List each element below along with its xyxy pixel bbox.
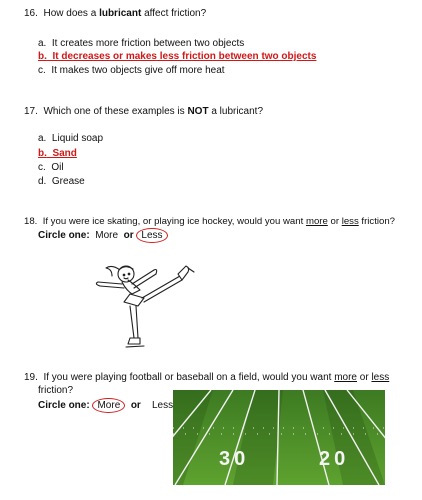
field-number-left: 30 <box>219 448 250 470</box>
q18-question: 18. If you were ice skating, or playing ice hockey, would you want more or less friction? <box>24 216 396 227</box>
q17-question: 17. Which one of these examples is NOT a lubricant? <box>24 106 264 117</box>
football-field-image <box>173 390 385 485</box>
q16-option-a: a. It creates more friction between two objects <box>38 38 245 49</box>
q19-number: 19. <box>24 372 38 383</box>
q17-option-d: d. Grease <box>38 176 85 187</box>
ice-skater-illustration <box>88 250 208 360</box>
field-number-right: 20 <box>319 448 350 470</box>
q18-circle-one: Circle one: More or Less <box>38 230 168 241</box>
q19-question-line2: friction? <box>38 385 74 396</box>
q19-answer-more-circled: More <box>92 398 125 413</box>
q17-option-a: a. Liquid soap <box>38 133 104 144</box>
q16-question: 16. How does a lubricant affect friction? <box>24 8 207 19</box>
q18-answer-less-circled: Less <box>136 228 167 243</box>
q19-circle-one: Circle one: More or Less <box>38 400 174 411</box>
q17-option-b-answer: b. Sand <box>38 148 77 159</box>
q17-number: 17. <box>24 106 38 117</box>
q16-option-b-answer: b. It decreases or makes less friction between two objects <box>38 51 317 62</box>
q18-number: 18. <box>24 216 38 227</box>
q17-option-c: c. Oil <box>38 162 64 173</box>
q19-question: 19. If you were playing football or baseball on a field, would you want more or less <box>24 372 390 383</box>
q16-number: 16. <box>24 8 38 19</box>
q16-option-c: c. It makes two objects give off more heat <box>38 65 225 76</box>
